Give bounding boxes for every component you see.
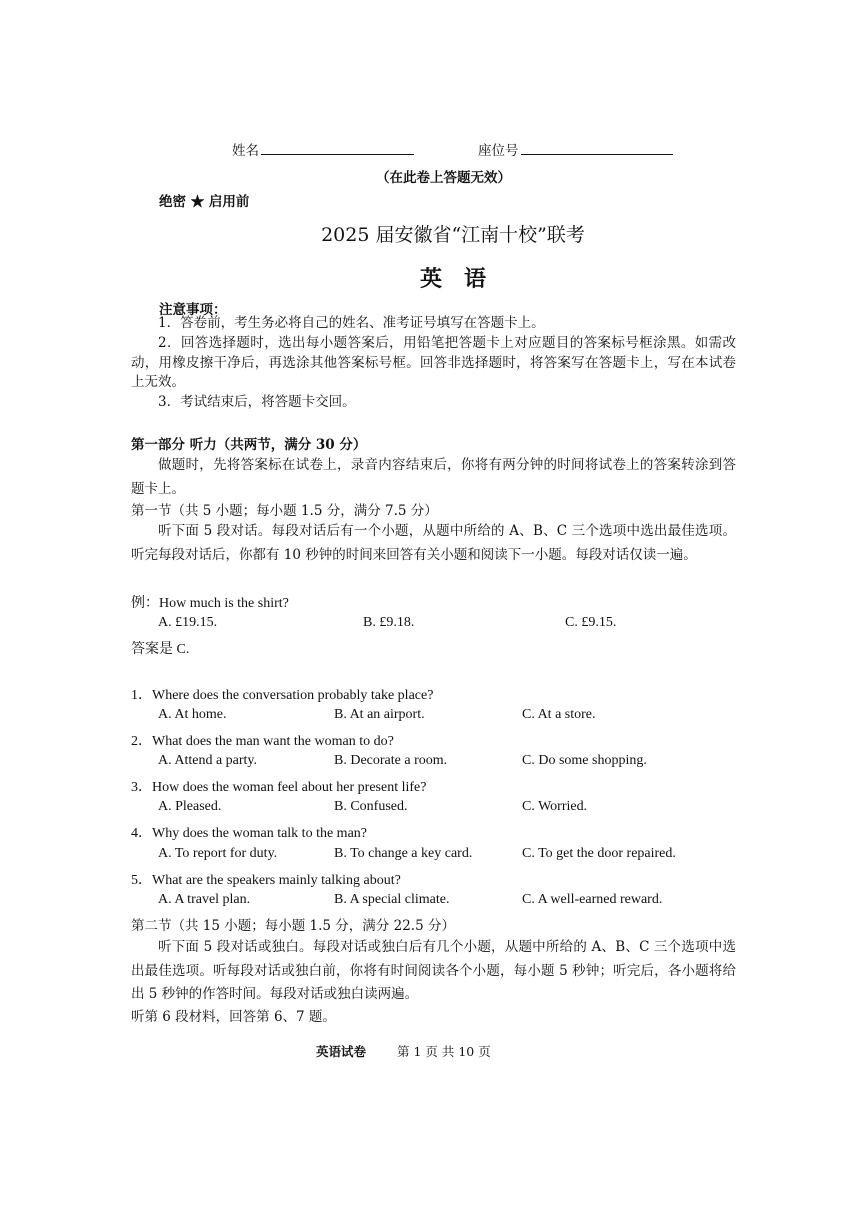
seat-underline [521, 141, 673, 155]
name-label: 姓名 [232, 143, 259, 159]
q1-option-b: B. At an airport. [334, 707, 425, 722]
q3-option-b: B. Confused. [334, 799, 408, 814]
notes-item-2: 2．回答选择题时，选出每小题答案后，用铅笔把答题卡上对应题目的答案标号框涂黑。如需改动，用橡皮擦干净后，再选涂其他答案标号框。回答非选择题时，将答案写在答题卡上，写在本试卷上无效。 [131, 335, 736, 390]
material-6-instruction: 听第 6 段材料，回答第 6、7 题。 [131, 1009, 336, 1025]
section1-intro: 听下面 5 段对话。每段对话后有一个小题，从题中所给的 A、B、C 三个选项中选出最佳选项。听完每段对话后，你都有 10 秒钟的时间来回答有关小题和阅读下一小题。每段对话仅读一遍。 [131, 523, 736, 563]
q5-option-c: C. A well-earned reward. [522, 892, 663, 907]
question-2: 2．What does the man want the woman to do? [131, 734, 394, 749]
section2-heading: 第二节（共 15 小题；每小题 1.5 分，满分 22.5 分） [131, 918, 455, 934]
q5-option-b: B. A special climate. [334, 892, 450, 907]
q4-option-a: A. To report for duty. [158, 846, 278, 861]
example-option-c: C. £9.15. [565, 615, 617, 630]
q4-option-c: C. To get the door repaired. [522, 846, 676, 861]
q3-option-a: A. Pleased. [158, 799, 222, 814]
example-question: 例：How much is the shirt? [131, 596, 289, 611]
example-options [131, 615, 751, 635]
question-5-options [131, 892, 751, 912]
q5-option-a: A. A travel plan. [158, 892, 251, 907]
q2-option-b: B. Decorate a room. [334, 753, 448, 768]
question-1-options [131, 707, 751, 727]
notes-item-3: 3．考试结束后，将答题卡交回。 [158, 394, 356, 410]
invalid-notice: （在此卷上答题无效） [376, 170, 511, 186]
notes-item-1: 1．答卷前，考生务必将自己的姓名、准考证号填写在答题卡上。 [158, 315, 545, 331]
name-field [232, 139, 414, 159]
subject-title: 英 语 [419, 266, 486, 292]
part1-intro: 做题时，先将答案标在试卷上，录音内容结束后，你将有两分钟的时间将试卷上的答案转涂到答题卡上。 [131, 457, 736, 497]
question-5: 5．What are the speakers mainly talking about? [131, 873, 401, 888]
question-3-options [131, 799, 751, 819]
secret-tag: 绝密 ★ 启用前 [159, 194, 250, 210]
seat-field [478, 139, 673, 159]
q1-option-c: C. At a store. [522, 707, 596, 722]
exam-title: 2025 届安徽省“江南十校”联考 [321, 224, 585, 246]
seat-label: 座位号 [478, 143, 519, 159]
question-2-options [131, 753, 751, 773]
name-underline [261, 141, 414, 155]
question-1: 1．Where does the conversation probably take place? [131, 688, 434, 703]
question-3: 3．How does the woman feel about her present life? [131, 780, 427, 795]
question-4-options [131, 846, 751, 866]
q3-option-c: C. Worried. [522, 799, 588, 814]
q1-option-a: A. At home. [158, 707, 227, 722]
q4-option-b: B. To change a key card. [334, 846, 473, 861]
notes-heading: 注意事项： [159, 302, 227, 318]
section1-heading: 第一节（共 5 小题；每小题 1.5 分，满分 7.5 分） [131, 503, 438, 519]
q2-option-c: C. Do some shopping. [522, 753, 647, 768]
part1-heading: 第一部分 听力（共两节，满分 30 分） [131, 437, 367, 453]
footer-page: 第 1 页 共 10 页 [397, 1044, 491, 1059]
section2-intro: 听下面 5 段对话或独白。每段对话或独白后有几个小题，从题中所给的 A、B、C 三个选项中选出最佳选项。听每段对话或独白前，你将有时间阅读各个小题，每小题 5 秒钟；听完后，各小题将给出 5 秒钟的作答时间。每段对话或独白读两遍。 [131, 939, 736, 1002]
q2-option-a: A. Attend a party. [158, 753, 258, 768]
example-option-b: B. £9.18. [363, 615, 415, 630]
footer-subject: 英语试卷 [316, 1044, 367, 1059]
example-answer: 答案是 C. [131, 642, 190, 657]
question-4: 4．Why does the woman talk to the man? [131, 826, 367, 841]
example-option-a: A. £19.15. [158, 615, 218, 630]
